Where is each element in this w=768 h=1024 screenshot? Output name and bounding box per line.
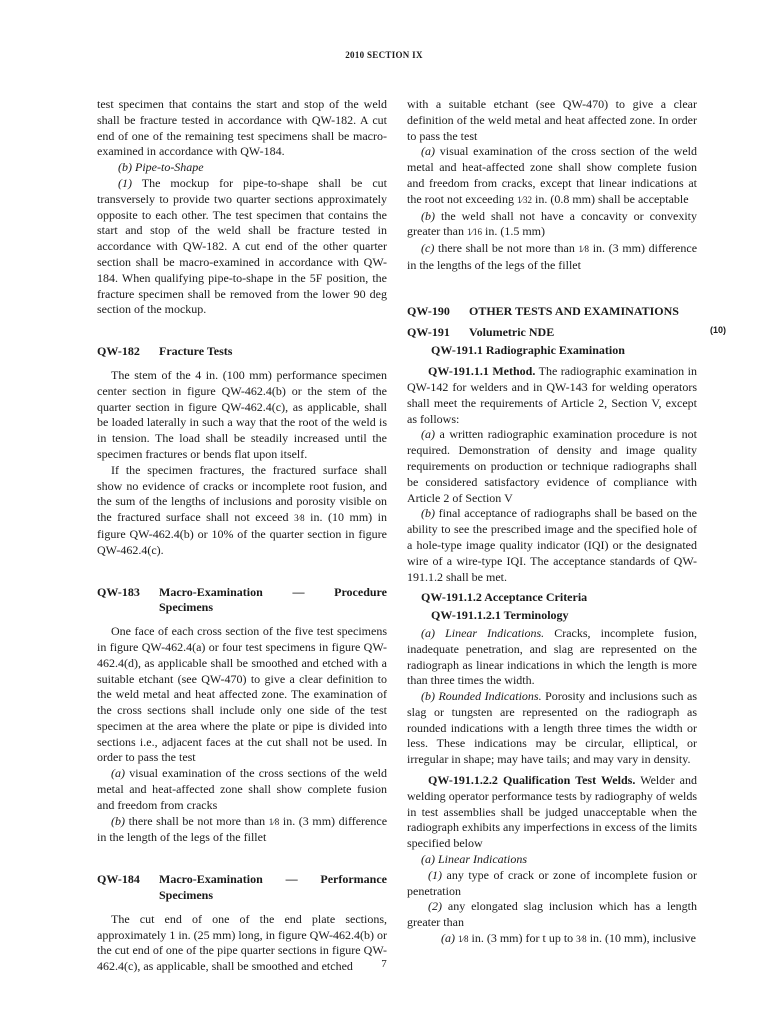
left-column — [97, 97, 387, 975]
list-item: (c) there shall be not more than 1⁄8 in. (3 mm) difference in the lengths of the legs of the fillet — [407, 241, 698, 272]
subsection-label: (b) Pipe-to-Shape — [118, 160, 204, 175]
paragraph: QW-191.1.1 Method. The radiographic examination in QW-142 for welders and in QW-143 for welding operators shall meet the requirements of Article 2, Section V, except as follows: — [407, 364, 697, 426]
paragraph: test specimen that contains the start and stop of the weld shall be fracture tested in accordance with QW-182. A cut end of one of the remaining test specimens shall be macro-examined in accordance with QW-184. — [97, 97, 387, 159]
page-number: 7 — [381, 958, 387, 970]
section-heading-qw184: QW-184 Macro-Examination — Performance Specimens — [97, 872, 387, 903]
paragraph: with a suitable etchant (see QW-470) to give a clear definition of the weld metal and heat affected zone. In order to pass the test — [407, 97, 697, 143]
subsection-heading: QW-191.1.2 Acceptance Criteria — [421, 590, 588, 605]
list-item: (b) the weld shall not have a concavity or convexity greater than 1⁄16 in. (1.5 mm) — [407, 208, 697, 239]
revision-margin-mark: (10) — [710, 325, 727, 335]
section-heading-qw182: QW-182 Fracture Tests — [97, 344, 233, 359]
subsection-heading: QW-191.1.2.1 Terminology — [431, 608, 569, 623]
right-column — [407, 97, 697, 948]
list-item: (a) a written radiographic examination procedure is not required. Demonstration of density and image quality requirements on production or technique radiographs shall be considered satisfactory evidence of compliance with Article 2 of Section V — [407, 427, 698, 505]
list-item: (b) there shall be not more than 1⁄8 in. (3 mm) difference in the length of the legs of the fillet — [97, 813, 388, 845]
list-item: (a) visual examination of the cross sections of the weld metal and heat-affected zone shall show complete fusion and freedom from cracks — [97, 766, 387, 812]
section-heading-qw183: QW-183 Macro-Examination — Procedure Specimens — [97, 584, 387, 615]
list-item: (a) Linear Indications — [421, 852, 527, 867]
subsection-heading: QW-191.1 Radiographic Examination — [431, 343, 625, 358]
paragraph: QW-191.1.2.2 Qualification Test Welds. Welder and welding operator performance tests by radiography of welds in test assemblies shall be judged unacceptable when the radiograph exhibits any imperfections in excess of the limits specified below — [407, 773, 697, 851]
list-item: (a) visual examination of the cross section of the weld metal and heat-affected zone shall show complete fusion and freedom from cracks, except that linear indications at the root not exceeding 1⁄32 in. (0.8 mm) shall be acceptable — [407, 144, 697, 206]
list-item: (a) Linear Indications. Cracks, incomplete fusion, inadequate penetration, and slag are represented on the radiograph as linear indications in which the length is more than three times the width. — [407, 625, 697, 688]
paragraph: The cut end of one of the end plate sections, approximately 1 in. (25 mm) long, in figure QW-462.4(b) or the cut end of one of the pipe quarter sections in figure QW-462.4(c), as applicable, shall be smoothed and etched — [97, 911, 387, 974]
paragraph: The stem of the 4 in. (100 mm) performance specimen center section in figure QW-462.4(b) or the stem of the quarter section in figure QW-462.4(c), as applicable, shall be loaded laterally in such a way that the root of the weld is in tension. The load shall be steadily increased until the specimen fractures or bends flat upon itself. — [97, 367, 387, 461]
section-heading-qw190: QW-190 OTHER TESTS AND EXAMINATIONS — [407, 303, 679, 318]
paragraph: (1) The mockup for pipe-to-shape shall be cut transversely to provide two quarter sections approximately opposite to each other. The test specimen that contains the start and stop of the weld shall be fracture tested in accordance with QW-182. A cut end of the other quarter section shall be macro-examined in accordance with QW-184. When qualifying pipe-to-shape in the 5F position, the fracture specimen shall be removed from the lower 90 deg section of the mockup. — [97, 175, 387, 317]
running-head: 2010 SECTION IX — [345, 50, 423, 60]
list-item: (2) any elongated slag inclusion which has a length greater than — [407, 899, 697, 930]
list-item: (b) final acceptance of radiographs shall be based on the ability to see the prescribed image and the specified hole of a hole-type image quality indicator (IQI) or the designated wire of a wire-type IQI. The acceptance standards of QW-191.1.2 shall be met. — [407, 506, 697, 584]
list-item: (b) Rounded Indications. Porosity and inclusions such as slag or tungsten are represented on the radiograph as rounded indications with a length three times the width or less. These indications may be circular, elliptical, or irregular in shape; may have tails; and may vary in density. — [407, 689, 697, 767]
list-item: (1) any type of crack or zone of incomplete fusion or penetration — [407, 867, 697, 898]
list-item: (a) 1⁄8 in. (3 mm) for t up to 3⁄8 in. (10 mm), inclusive — [441, 931, 697, 946]
paragraph: If the specimen fractures, the fractured surface shall show no evidence of cracks or incomplete root fusion, and the sum of the lengths of inclusions and porosity visible on the fractured surface shall not exceed 3⁄8 in. (10 mm) in figure QW-462.4(b) or 10% of the quarter section in figure QW-462.4(c). — [97, 462, 388, 557]
paragraph: One face of each cross section of the five test specimens in figure QW-462.4(a) or four test specimens in figure QW-462.4(d), as applicable shall be smoothed and etched with a suitable etchant (see QW-470) to give a clear definition to the weld metal and heat affected zone. The examination of the cross sections shall include only one side of the test specimen at the area where the plate or pipe is divided into sections i.e., adjacent faces at the cut shall not be used. In order to pass the test — [97, 624, 387, 765]
section-heading-qw191: QW-191 Volumetric NDE — [407, 324, 555, 339]
